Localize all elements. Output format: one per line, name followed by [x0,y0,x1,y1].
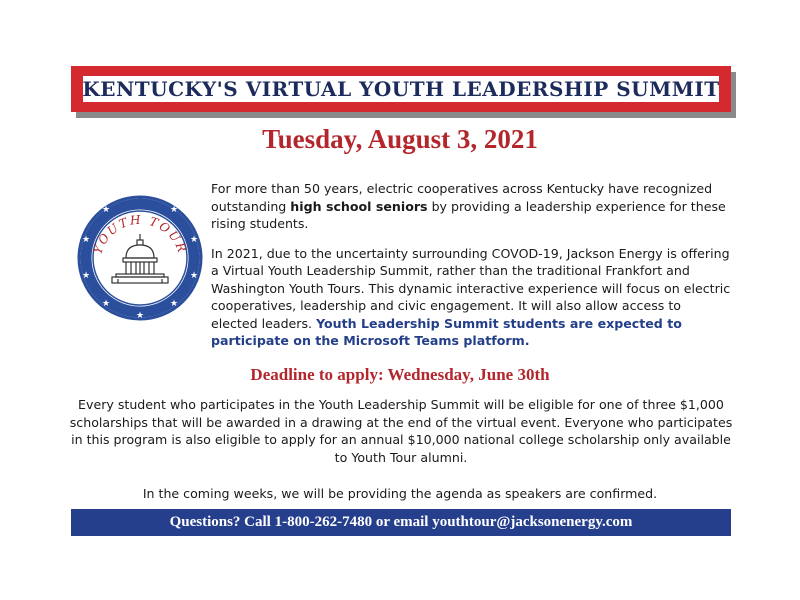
svg-text:★: ★ [135,311,145,321]
contact-text: Questions? Call 1-800-262-7480 or email youthtour@jacksonenergy.com [169,514,633,530]
intro-paragraph-1: For more than 50 years, electric cooperatives across Kentucky have recognized outstanding high school seniors by providing a leadership experience for these rising students. [211,181,726,231]
svg-text:★: ★ [189,271,199,281]
svg-text:★: ★ [81,235,91,245]
scholarship-paragraph: Every student who participates in the Youth Leadership Summit will be eligible for one of three $1,000 scholarships that will be awarded in a drawing at the end of the virtual event. Everyone who participates in this program is also eligible to apply for an annual $10,000 national college scholarship only available to Youth Tour alumni. [69,397,733,465]
svg-text:★: ★ [101,299,111,309]
title-banner [71,66,731,112]
logo-arc-text: YOUTH TOUR [90,212,190,256]
svg-text:★: ★ [169,205,179,215]
agenda-note: In the coming weeks, we will be providing the agenda as speakers are confirmed. [142,486,658,501]
title-banner-inner [83,76,719,102]
deadline-heading: Deadline to apply: Wednesday, June 30th [250,365,550,384]
svg-text:★: ★ [81,271,91,281]
intro-paragraph-2: In 2021, due to the uncertainty surrounding COVOD-19, Jackson Energy is offering a Virtual Youth Leadership Summit, rather than the traditional Frankfort and Washington Youth Tours. This dynamic interactive experience will focus on electric cooperatives, leadership and civic engagement. It will also allow access to elected leaders. Youth Leadership Summit students are expected to participate on the Microsoft Teams platform. [211,245,731,348]
contact-footer [71,509,731,536]
svg-text:★: ★ [169,299,179,309]
intro-text [211,180,731,362]
highlight-high-school-seniors: high school seniors [290,198,428,214]
event-date: Tuesday, August 3, 2021 [262,124,538,154]
youth-tour-logo [76,194,204,322]
svg-text:★: ★ [101,205,111,215]
teams-platform-note: Youth Leadership Summit students are expected to participate on the Microsoft Teams platform. [211,315,682,348]
svg-text:★: ★ [189,235,199,245]
banner-title: KENTUCKY'S VIRTUAL YOUTH LEADERSHIP SUMMIT [82,77,720,101]
